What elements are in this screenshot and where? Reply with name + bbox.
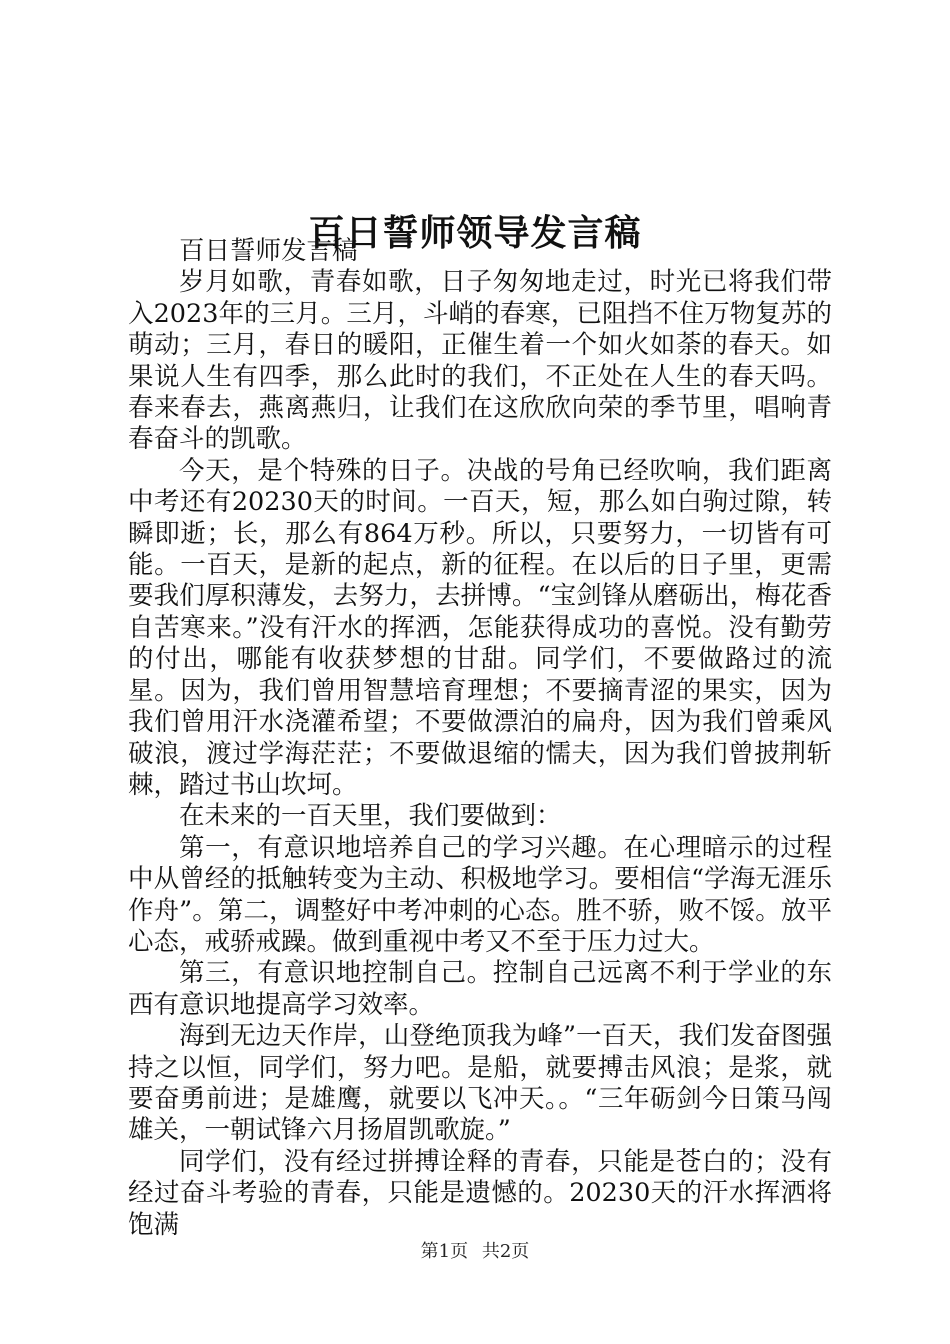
paragraph: 在未来的一百天里，我们要做到： — [179, 801, 562, 832]
paragraph: 岁月如歌，青春如歌，日子匆匆地走过，时光已将我们带入2023年的三月。三月，斗峭的春寒，已阻挡不住万物复苏的萌动；三月，春日的暖阳，正催生着一个如火如荼的春天。如果说人生有四季，那么此时的我们，不正处在人生的春天吗。春来春去，燕离燕归，让我们在这欣欣向荣的季节里，唱响青春奋斗的凯歌。 — [128, 267, 832, 455]
page-total: 共2页 — [481, 1241, 530, 1262]
document-body — [128, 236, 832, 1241]
paragraph: 今天，是个特殊的日子。决战的号角已经吹响，我们距离中考还有20230天的时间。一百天，短，那么如白驹过隙，转瞬即逝；长，那么有864万秒。所以，只要努力，一切皆有可能。一百天，是新的起点，新的征程。在以后的日子里，更需要我们厚积薄发，去努力，去拼博。“宝剑锋从磨砺出，梅花香自苦寒来。”没有汗水的挥洒，怎能获得成功的喜悦。没有勤劳的付出，哪能有收获梦想的甘甜。同学们，不要做路过的流星。因为，我们曾用智慧培育理想；不要摘青涩的果实，因为我们曾用汗水浇灌希望；不要做漂泊的扁舟，因为我们曾乘风破浪，渡过学海茫茫；不要做退缩的懦夫，因为我们曾披荆斩棘，踏过书山坎坷。 — [128, 455, 832, 800]
paragraph: 第一，有意识地培养自己的学习兴趣。在心理暗示的过程中从曾经的抵触转变为主动、积极地学习。要相信“学海无涯乐作舟”。第二，调整好中考冲刺的心态。胜不骄，败不馁。放平心态，戒骄戒躁。做到重视中考又不至于压力过大。 — [128, 832, 832, 957]
paragraph: 同学们，没有经过拼搏诠释的青春，只能是苍白的；没有经过奋斗考验的青春，只能是遗憾的。20230天的汗水挥洒将饱满 — [128, 1146, 832, 1240]
page-number: 第1页 — [420, 1241, 469, 1262]
document-title: 百日誓师领导发言稿 — [308, 212, 642, 255]
paragraph: 海到无边天作岸，山登绝顶我为峰”一百天，我们发奋图强持之以恒，同学们，努力吧。是船，就要搏击风浪；是浆，就要奋勇前进；是雄鹰，就要以飞冲天。。“三年砺剑今日策马闯雄关，一朝试锋六月扬眉凯歌旋。” — [128, 1021, 832, 1146]
page-footer — [0, 1240, 950, 1264]
paragraph: 百日誓师发言稿 — [179, 236, 358, 266]
paragraph: 第三，有意识地控制自己。控制自己远离不利于学业的东西有意识地提高学习效率。 — [128, 958, 832, 1020]
